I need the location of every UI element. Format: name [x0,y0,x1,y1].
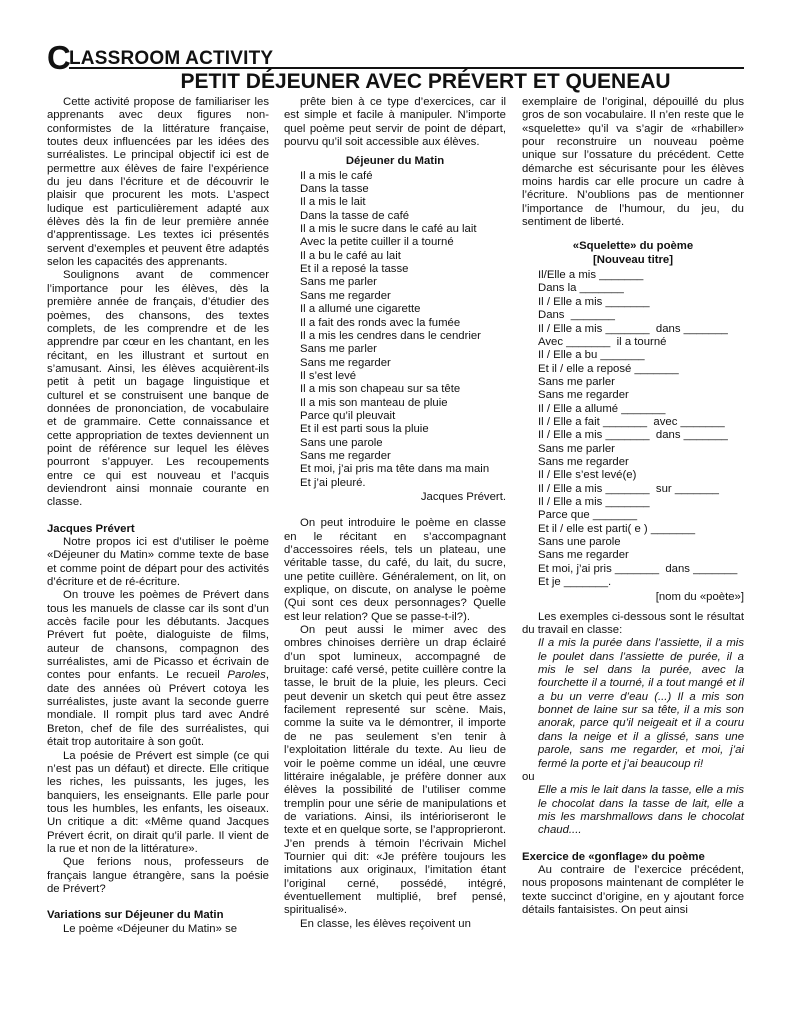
column-3 [522,96,744,917]
section-kicker: LASSROOM ACTIVITY [69,48,274,69]
skeleton-line: Sans une parole [538,536,621,548]
paragraph: On peut introduire le poème en classe en le récitant en s’accompagnant d’accessoires réels, tels un plateau, une véritable tasse, du café, du lait, du sucre, une petite cuillère. Généralement, on lit, on explique, on discute, on analyse le poème (Qui sont ces deux personnages? Quelle est leur relation? Que se passe-t-il?). [284,517,506,623]
paragraph: Au contraire de l’exercice précédent, nous proposons maintenant de compléter le texte succinct d’origine, en y ajoutant force détails fantaisistes. On peut ainsi [522,863,744,916]
paragraph: En classe, les élèves reçoivent un [300,917,471,930]
skeleton-poem [538,269,744,589]
poem-line: Sans une parole [300,436,383,449]
column-2 [284,96,506,931]
article-title: PETIT DÉJEUNER AVEC PRÉVERT ET QUENEAU [180,70,671,93]
section-heading: Exercice de «gonflage» du poème [522,850,705,863]
skeleton-title: «Squelette» du poème [572,240,694,253]
poem-title: Déjeuner du Matin [345,155,445,168]
separator-word: ou [522,770,535,783]
poem-line: Et il est parti sous la pluie [300,423,429,436]
poem-line: Il a fait des ronds avec la fumée [300,316,461,329]
skeleton-subtitle: [Nouveau titre] [592,253,674,266]
skeleton-line: Dans la _______ [538,282,624,295]
skeleton-note: [nom du «poète»] [655,591,744,604]
paragraph: prête bien à ce type d’exercices, car il est simple et facile à manipuler. N’importe quel poème peut servir de point de départ, pourvu qu’il soit accessible aux élèves. [284,96,506,149]
paragraph: On peut aussi le mimer avec des ombres chinoises derrière un drap éclairé d’un spot lumineux, accompagné de bruitage: café versé, petite cuillère contre la tasse, le bruit de la pluie, les pleurs. Ceci peut devenir un sketch qui peut être assez facilement representé sur scène. Mais, comme la suite va le démontrer, il importe de ne pas seulement s’en tenir à l’exploitation littérale du texte. Au lieu de voir le poème comme un idéal, une œuvre littéraire inégalable, je préfère donner aux élèves la possibilité de l’utiliser comme tremplin pour une série de manipulations et de variations. Ainsi, ils intérioriseront le texte et en quelque sorte, se l’approprieront. J’en prends à témoin l’écrivain Michel Tournier qui dit: «Je préfère toujours les imitations aux originaux, l’imitation étant l’original cerné, possédé, intégré, éventuellement multiplié, bref pensé, spiritualisé». [284,624,506,917]
skeleton-line: Il / Elle a mis _______ sur _______ [538,482,719,495]
section-heading: Variations sur Déjeuner du Matin [47,909,224,922]
poem-line: Sans me regarder [300,289,391,302]
skeleton-line: Sans me parler [538,375,615,388]
paragraph: Les exemples ci-dessous sont le résultat du travail en classe: [522,610,744,637]
poem-line: Il a mis le sucre dans le café au lait [300,223,477,236]
column-1 [47,96,269,936]
skeleton-line: Sans me regarder [538,389,629,402]
paragraph: Soulignons avant de commencer l’importance pour les élèves, dès la première année de français, d’étudier des poèmes, des chansons, des textes complets, de les comprendre et de les apprendre par cœur en les chantant, en les récitant, en les illustrant et surtout en s’amusant. Ainsi, les élèves acquièrent-ils petit à petit un bagage linguistique et culturel et se construisent une banque de données de prononciation, de vocabulaire et de grammaire. Cette connaissance et cette appropriation de textes deviennent un point de référence sur lequel les élèves pourront s’appuyer. Les recoupements entre ce qui est nouveau et l’acquis deviendront ainsi monnaie courante en classe. [47,269,269,509]
paragraph: La poésie de Prévert est simple (ce qui n’est pas un défaut) et directe. Elle critique les riches, les puissants, les juges, les banquiers, les enseignants. Elle parle pour tous les humbles, les enfants, les oiseaux. Un critique a dit: «Même quand Jacques Prévert écrit, on dirait qu’il parle. Il vient de la rue et non de la littérature». [47,749,269,855]
skeleton-line: Il / Elle a bu _______ [538,349,645,362]
skeleton-line: Et il / elle a reposé _______ [538,362,679,375]
text-run: , date des années où Prévert cotoya les surréalistes, juste avant la seconde guerre mondiale. Il rompit plus tard avec André Breton, chef de file des surréalistes, qui était trop autoritaire à son goût. [47,669,269,749]
poem-line: Dans la tasse [300,183,369,196]
skeleton-line: Et je _______. [538,576,612,589]
skeleton-line: Et il / elle est parti( e ) _______ [538,522,696,535]
header-rule [69,67,744,69]
poem-author: Jacques Prévert. [420,490,506,503]
poem-line: Et moi, j’ai pris ma tête dans ma main [300,463,490,476]
poem-line: Parce qu’il pleuvait [300,409,396,422]
poem-line: Il a mis son chapeau sur sa tête [300,383,461,396]
text-run: On trouve les poèmes de Prévert dans tous les manuels de classe car ils sont d’un accès facile pour les débutants. Jacques Prévert fut poète, dialoguiste de films, auteur de chansons, compagnon des surréalistes, ami de Picasso et écrivain de contes pour enfants. Le recueil [47,589,269,682]
poem-line: Il a mis le lait [300,196,366,209]
poem-line: Il a allumé une cigarette [300,303,421,316]
example-text: Il a mis la purée dans l’assiette, il a mis le poulet dans l’assiette de purée, il a mis le sel dans la purée, avec la fourchette il a tourné, il a tout mangé et il a bu un verre d’eau (...) Il a mis son bonnet de laine sur sa tête, il a mis son anorak, parce qu’il neigeait et il a couru dans la neige et il a glissé, sans une parole, sans me regarder, et moi, j’ai fermé la porte et j’ai beaucoup ri! [538,637,744,770]
skeleton-line: Il / Elle a mis _______ dans _______ [538,322,728,335]
skeleton-line: Sans me regarder [538,549,629,562]
poem-line: Il a bu le café au lait [300,249,401,262]
skeleton-line: Il/Elle a mis _______ [538,269,644,282]
poem-line: Sans me regarder [300,356,391,369]
poem-line: Dans la tasse de café [300,209,410,222]
example-text: Elle a mis le lait dans la tasse, elle a mis le chocolat dans la tasse de lait, elle a mis les marshmallows dans le chocolat chaud.... [538,784,744,837]
paragraph: Cette activité propose de familiariser les apprenants avec deux figures non-conformistes de la littérature française, toutes deux influencées par les idées des surréalistes. Le principal objectif ici est de permettre aux élèves de faire l’expérience du jeu dans l’écriture et de découvrir le plaisir que procurent les mots. L’aspect ludique est particulièrement adapté aux élèves dès la fin de leur première année d’apprentissage. Les textes ici présentés servent d’exemples et peuvent être adaptés selon les capacités des apprenants. [47,96,269,269]
skeleton-line: Dans _______ [538,309,615,322]
poem-line: Il s’est levé [300,369,357,382]
drop-letter: C [47,39,71,76]
skeleton-line: Sans me regarder [538,455,629,468]
skeleton-line: Il / Elle a mis _______ dans _______ [538,429,728,442]
poem-line: Sans me regarder [300,449,391,462]
paragraph: Le poème «Déjeuner du Matin» se [63,922,238,935]
skeleton-line: Il / Elle a mis _______ [538,295,650,308]
page-header [47,39,744,94]
skeleton-line: Il / Elle s’est levé(e) [538,469,637,482]
skeleton-line: Sans me parler [538,442,615,455]
paragraph: Notre propos ici est d’utiliser le poème «Déjeuner du Matin» comme texte de base et comme point de départ pour des activités d’écriture et de ré-écriture. [47,536,269,589]
poem-line: Et j’ai pleuré. [300,476,366,489]
poem-line: Sans me parler [300,343,377,356]
paragraph: exemplaire de l’original, dépouillé du plus gros de son vocabulaire. Il n’en reste que le «squelette» qu’il va s’agir de «rhabiller» pour reconstruire un nouveau poème unique sur l’ossature du précédent. Cette démarche est sécurisante pour les élèves moins hardis car elle procure un cadre à l’écriture. N’oublions pas de mentionner l’importance de l’humour, du jeu, du sentiment de liberté. [522,96,744,229]
poem-line: Et il a reposé la tasse [300,263,409,276]
paragraph: Que ferions nous, professeurs de français langue étrangère, sans la poésie de Prévert? [47,856,269,895]
poem-line: Il a mis son manteau de pluie [300,396,448,409]
skeleton-line: Il / Elle a mis _______ [538,495,650,508]
skeleton-line: Parce que _______ [538,509,638,522]
skeleton-line: Il / Elle a fait _______ avec _______ [538,415,725,428]
skeleton-line: Il / Elle a allumé _______ [538,402,666,415]
poem-line: Il a mis les cendres dans le cendrier [300,329,481,342]
section-heading: Jacques Prévert [47,522,135,535]
poem-line: Il a mis le café [300,169,373,182]
poem-line: Avec la petite cuiller il a tourné [300,236,454,249]
skeleton-line: Avec _______ il a tourné [538,335,667,348]
poem-line: Sans me parler [300,276,377,289]
book-title: Paroles [227,669,266,682]
poem [300,170,506,490]
paragraph [47,589,269,749]
skeleton-line: Et moi, j’ai pris _______ dans _______ [538,562,738,575]
